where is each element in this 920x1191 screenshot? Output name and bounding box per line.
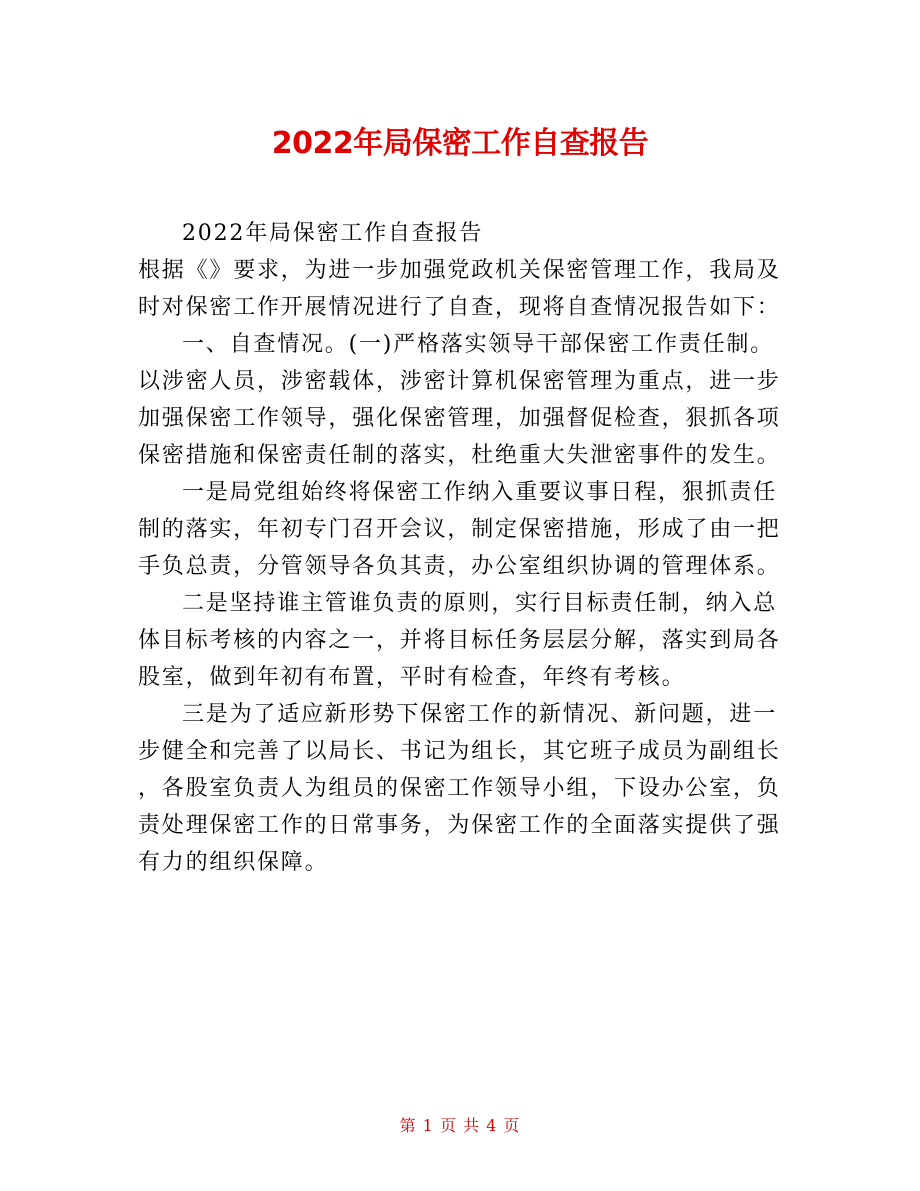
body-line: 保密措施和保密责任制的落实，杜绝重大失泄密事件的发生。 [138, 443, 781, 468]
body-line: 2022年局保密工作自查报告 [182, 221, 484, 246]
body-line: 手负总责，分管领导各负其责，办公室组织协调的管理体系。 [138, 554, 781, 579]
body-line: ，各股室负责人为组员的保密工作领导小组，下设办公室，负 [138, 776, 781, 801]
body-line: 体目标考核的内容之一，并将目标任务层层分解，落实到局各 [138, 628, 781, 653]
document-title: 2022年局保密工作自查报告 [271, 126, 649, 161]
page-footer: 第 1 页 共 4 页 [399, 1116, 521, 1135]
body-line: 一是局党组始终将保密工作纳入重要议事日程，狠抓责任 [182, 480, 778, 505]
body-line: 股室，做到年初有布置，平时有检查，年终有考核。 [138, 665, 686, 690]
body-line: 制的落实，年初专门召开会议，制定保密措施，形成了由一把 [138, 517, 781, 542]
body-line: 一、自查情况。(一)严格落实领导干部保密工作责任制。 [182, 332, 774, 357]
body-line: 根据《》要求，为进一步加强党政机关保密管理工作，我局及 [138, 258, 781, 283]
document-body [138, 215, 788, 881]
body-line: 三是为了适应新形势下保密工作的新情况、新问题，进一 [182, 702, 778, 727]
body-line: 以涉密人员，涉密载体，涉密计算机保密管理为重点，进一步 [138, 369, 781, 394]
body-line: 步健全和完善了以局长、书记为组长，其它班子成员为副组长 [138, 739, 781, 764]
body-line: 有力的组织保障。 [138, 850, 329, 875]
body-line: 二是坚持谁主管谁负责的原则，实行目标责任制，纳入总 [182, 591, 778, 616]
body-line: 加强保密工作领导，强化保密管理，加强督促检查，狠抓各项 [138, 406, 781, 431]
body-line: 时对保密工作开展情况进行了自查，现将自查情况报告如下： [138, 295, 781, 320]
body-line: 责处理保密工作的日常事务，为保密工作的全面落实提供了强 [138, 813, 781, 838]
